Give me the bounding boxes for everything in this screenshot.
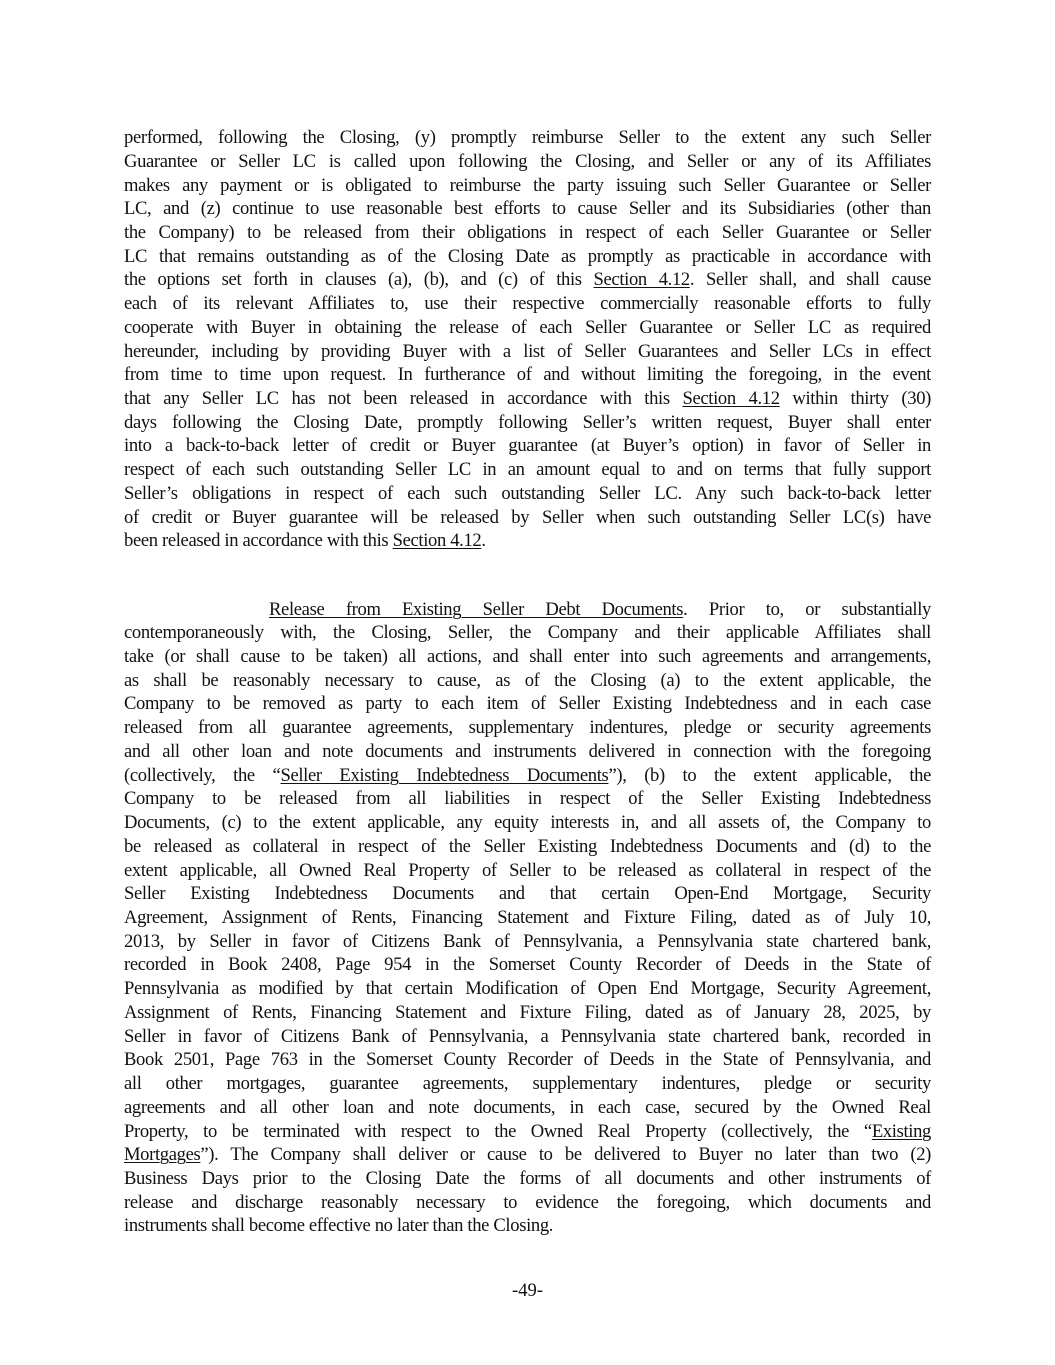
defined-term: Seller Existing Indebtedness Documents — [280, 765, 609, 786]
text-line: the Company) to be released from their obligations in respect of each Seller Guarantee or Seller — [124, 222, 931, 243]
text-line: as shall be reasonably necessary to cause, as of the Closing (a) to the extent applicable, the — [124, 670, 931, 691]
text-line: Pennsylvania as modified by that certain Modification of Open End Mortgage, Security Agreement, — [124, 978, 931, 999]
text-line: be released as collateral in respect of the Seller Existing Indebtedness Documents and (d) to the — [124, 836, 931, 857]
text-line: of credit or Buyer guarantee will be released by Seller when such outstanding Seller LC(s) have — [124, 507, 931, 528]
text-line — [124, 268, 931, 292]
text-line: Business Days prior to the Closing Date the forms of all documents and other instruments of — [124, 1168, 931, 1189]
text-line: extent applicable, all Owned Real Property of Seller to be released as collateral in respect of the — [124, 860, 931, 881]
text-span: that any Seller LC has not been released in accordance with this — [124, 388, 683, 409]
text-line: Company to be released from all liabilities in respect of the Seller Existing Indebtedness — [124, 788, 931, 809]
text-line: LC, and (z) continue to use reasonable best efforts to cause Seller and its Subsidiaries (other than — [124, 198, 931, 219]
text-span: been released in accordance with this — [124, 530, 393, 551]
text-line: Assignment of Rents, Financing Statement and Fixture Filing, dated as of January 28, 2025, by — [124, 1002, 931, 1023]
text-span: . — [481, 530, 486, 551]
text-line — [124, 764, 931, 788]
text-line — [124, 387, 931, 411]
text-span: (collectively, the “ — [124, 765, 281, 786]
text-line: instruments shall become effective no later than the Closing. — [124, 1215, 554, 1236]
text-line: agreements and all other loan and note documents, in each case, secured by the Owned Real — [124, 1097, 931, 1118]
text-line: performed, following the Closing, (y) promptly reimburse Seller to the extent any such Seller — [124, 127, 931, 148]
section-reference-link[interactable]: Section 4.12 — [682, 388, 780, 409]
section-heading: Release from Existing Seller Debt Documents — [269, 599, 684, 620]
text-line: and all other loan and note documents and instruments delivered in connection with the foregoing — [124, 741, 931, 762]
text-line: release and discharge reasonably necessary to evidence the foregoing, which documents and — [124, 1192, 931, 1213]
text-line — [124, 1143, 931, 1167]
text-line: take (or shall cause to be taken) all actions, and shall enter into such agreements and arrangements, — [124, 646, 931, 667]
defined-term: Mortgages — [124, 1144, 201, 1165]
text-span: Property, to be terminated with respect to the Owned Real Property (collectively, the “ — [124, 1121, 872, 1142]
text-line: makes any payment or is obligated to reimburse the party issuing such Seller Guarantee or Seller — [124, 175, 931, 196]
text-line: into a back-to-back letter of credit or Buyer guarantee (at Buyer’s option) in favor of Seller in — [124, 435, 931, 456]
text-line: 2013, by Seller in favor of Citizens Bank of Pennsylvania, a Pennsylvania state chartered bank, — [124, 931, 931, 952]
text-line: Agreement, Assignment of Rents, Financing Statement and Fixture Filing, dated as of July 10, — [124, 907, 931, 928]
text-line: LC that remains outstanding as of the Closing Date as promptly as practicable in accordance with — [124, 246, 931, 267]
text-line: respect of each such outstanding Seller LC in an amount equal to and on terms that fully support — [124, 459, 931, 480]
text-line: hereunder, including by providing Buyer with a list of Seller Guarantees and Seller LCs in effect — [124, 341, 931, 362]
defined-term: Existing — [871, 1121, 931, 1142]
text-line: Seller in favor of Citizens Bank of Pennsylvania, a Pennsylvania state chartered bank, recorded in — [124, 1026, 931, 1047]
text-line: Guarantee or Seller LC is called upon following the Closing, and Seller or any of its Affiliates — [124, 151, 931, 172]
text-line: cooperate with Buyer in obtaining the release of each Seller Guarantee or Seller LC as required — [124, 317, 931, 338]
text-span: . Prior to, or substantially — [683, 599, 931, 620]
text-line: contemporaneously with, the Closing, Seller, the Company and their applicable Affiliates shall — [124, 622, 931, 643]
page-number: -49- — [512, 1280, 543, 1301]
text-line: from time to time upon request. In furtherance of and without limiting the foregoing, in the event — [124, 364, 931, 385]
text-line: Seller Existing Indebtedness Documents and that certain Open-End Mortgage, Security — [124, 883, 931, 904]
text-line: Documents, (c) to the extent applicable, any equity interests in, and all assets of, the Company to — [124, 812, 931, 833]
text-line: all other mortgages, guarantee agreements, supplementary indentures, pledge or security — [124, 1073, 931, 1094]
text-line: Book 2501, Page 763 in the Somerset County Recorder of Deeds in the State of Pennsylvania, and — [124, 1049, 931, 1070]
text-span: the options set forth in clauses (a), (b), and (c) of this — [124, 269, 594, 290]
section-reference-link[interactable]: Section 4.12 — [593, 269, 690, 290]
text-line: Seller’s obligations in respect of each such outstanding Seller LC. Any such back-to-back letter — [124, 483, 931, 504]
text-span: . Seller shall, and shall cause — [689, 269, 931, 290]
text-span: ”), (b) to the extent applicable, the — [608, 765, 931, 786]
text-line: each of its relevant Affiliates to, use their respective commercially reasonable efforts to fully — [124, 293, 931, 314]
text-span: within thirty (30) — [779, 388, 932, 409]
text-line: recorded in Book 2408, Page 954 in the Somerset County Recorder of Deeds in the State of — [124, 954, 931, 975]
section-heading-line — [269, 598, 931, 622]
text-line: released from all guarantee agreements, supplementary indentures, pledge or security agreements — [124, 717, 931, 738]
text-span: ”). The Company shall deliver or cause to be delivered to Buyer no later than two (2) — [200, 1144, 931, 1165]
section-reference-link[interactable]: Section 4.12 — [392, 530, 482, 551]
text-line — [124, 1120, 931, 1144]
text-line: Company to be removed as party to each item of Seller Existing Indebtedness and in each case — [124, 693, 931, 714]
text-line: days following the Closing Date, promptly following Seller’s written request, Buyer shall enter — [124, 412, 931, 433]
text-line — [124, 529, 931, 553]
